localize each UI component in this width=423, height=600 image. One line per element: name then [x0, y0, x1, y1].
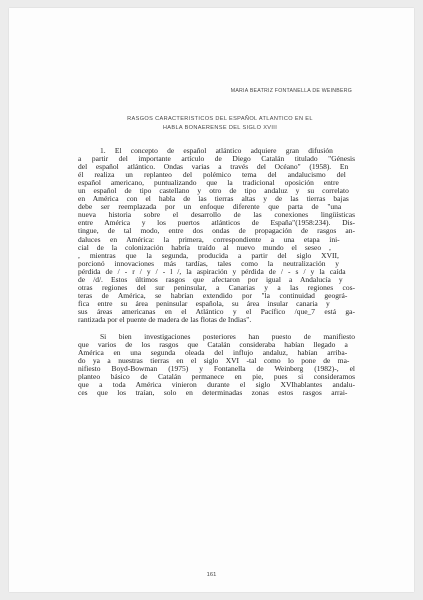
text-line: ces que los traían, solo en determinadas zonas estos rasgos arrai-: [78, 389, 348, 398]
text-line: Si bien investigaciones posteriores han puesto de manifiesto: [100, 333, 355, 342]
text-line: debe ser reemplazada por un enfoque diferente que parta de "una: [78, 203, 342, 212]
text-line: pérdida de / - r / y / - l /, la aspiración y pérdida de / - s / y la caída: [78, 267, 346, 276]
paragraph-1: [78, 147, 355, 324]
text-line: porcionó innovaciones más tardías, tales como la neutralización y: [78, 259, 340, 268]
text-line: cial de la colonización habría traído al nuevo mundo el seseo ,: [78, 243, 331, 252]
document-page: [9, 8, 414, 592]
article-body: [78, 147, 355, 397]
text-line: del español atlántico. Ondas varias a través del Océano" (1958). En: [78, 163, 349, 172]
article-title: [85, 115, 355, 133]
text-line: nifiesto Boyd-Bowman (1975) y Fontanella de Weinberg (1982)-, el: [78, 365, 355, 374]
text-line: entre América y los puertos atlánticos de España"(1958:234). Dis-: [78, 219, 355, 228]
text-line: do ya a nuestras tierras en el siglo XVI -tal como lo pone de ma-: [78, 357, 350, 366]
text-line: un español de tipo castellano y otro de tipo andaluz y su correlato: [78, 187, 349, 196]
text-line: nueva historia sobre el desarrollo de las conexiones lingüísticas: [78, 211, 355, 220]
text-line: en América con el habla de las tierras altas y de las tierras bajas: [78, 195, 349, 204]
text-line: teras de América, se habrían extendido por "la continuidad geográ-: [78, 291, 348, 300]
text-line: él realiza un replanteo del polémico tema del andalucismo del: [78, 171, 346, 180]
text-line: otras regiones del sur peninsular, a Canarias y a las regiones cos-: [78, 283, 355, 292]
text-line: que a toda América vinieron durante el siglo XVIhablantes andalu-: [78, 381, 355, 390]
text-line: planteo básico de Catalán permanece en pie, pues si consideramos: [78, 373, 355, 382]
page-number: 161: [206, 572, 217, 578]
text-line: daluces en América: la primera, correspondiente a una etapa ini-: [78, 235, 340, 244]
text-line: que varios de los rasgos que Catalán consideraba habían llegado a: [78, 341, 348, 350]
text-line: sus áreas americanas en el Atlántico y el Pacífico /que_7 está ga-: [78, 307, 355, 316]
title-line: HABLA BONAERENSE DEL SIGLO XVIII: [162, 125, 278, 131]
title-line: RASGOS CARACTERISTICOS DEL ESPAÑOL ATLANTICO EN EL: [127, 116, 313, 122]
text-line: , mientras que la segunda, producida a partir del siglo XVII,: [78, 251, 339, 260]
paragraph-2: [78, 333, 355, 397]
text-line: a partir del importante artículo de Diego Catalán titulado "Génesis: [78, 155, 355, 164]
text-line: rantizada por el puente de madera de las flotas de Indias".: [78, 315, 252, 324]
text-line: 1. El concepto de español atlántico adquiere gran difusión: [100, 147, 333, 155]
text-line: de /d/. Estos últimos rasgos que afectaron por igual a Andalucía y: [78, 275, 343, 284]
text-line: español americano, puntualizando que la tradicional oposición entre: [78, 179, 339, 188]
text-line: América en una segunda oleada del influjo andaluz, habían arriba-: [78, 349, 348, 358]
text-line: fica entre su área peninsular española, su área insular canaria y: [78, 299, 330, 308]
text-line: tingue, de tal modo, entre dos ondas de propagación de rasgos an-: [78, 227, 355, 236]
running-header: MARIA BEATRIZ FONTANELLA DE WEINBERG: [230, 88, 352, 94]
